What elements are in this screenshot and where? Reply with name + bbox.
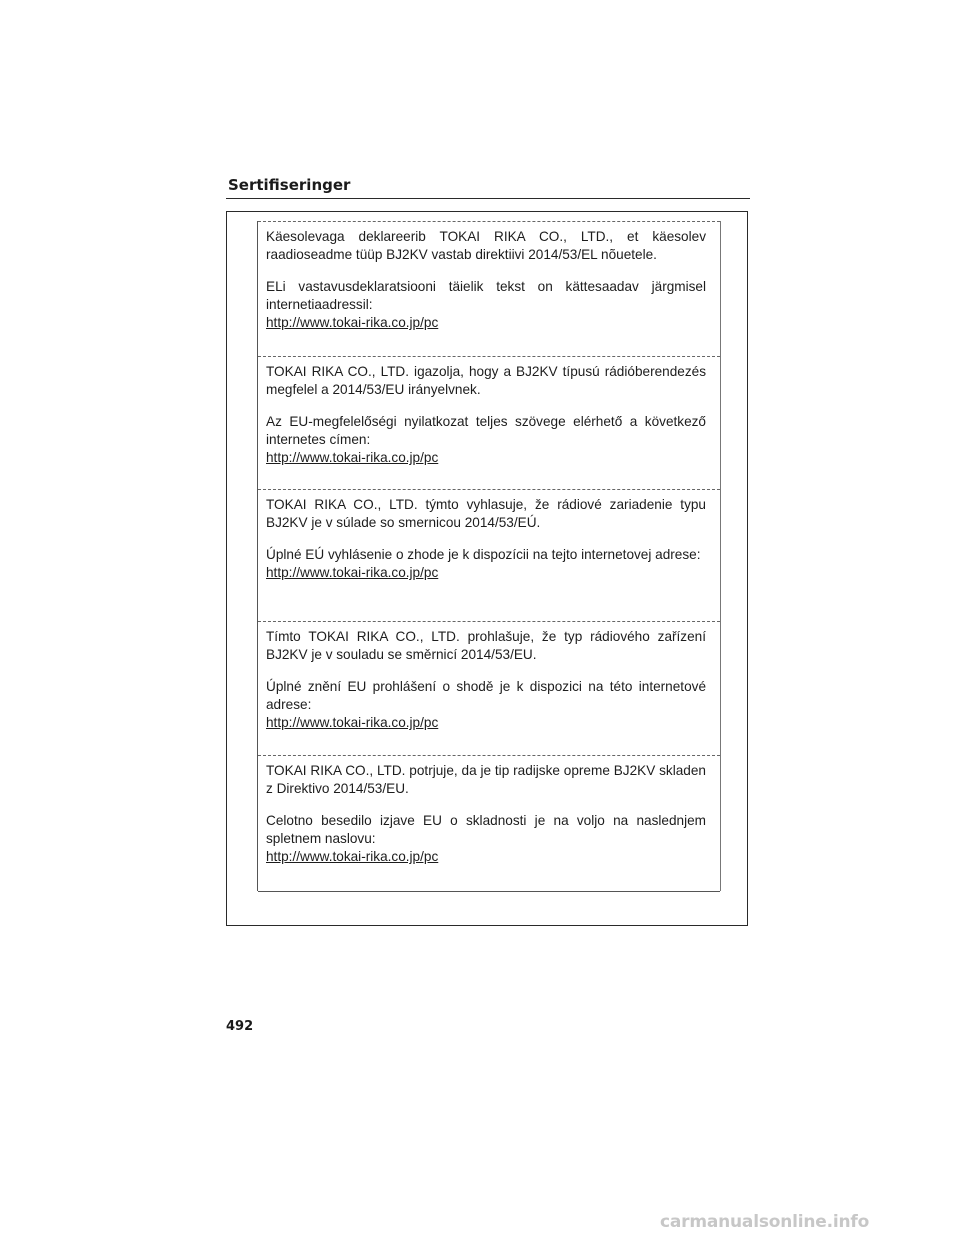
declaration-statement: TOKAI RIKA CO., LTD. potrjuje, da je tip radijske opreme BJ2KV skladen z Direktivo 2014/53/EU.	[266, 763, 706, 796]
declaration-url-link[interactable]: http://www.tokai-rika.co.jp/pc	[266, 315, 439, 330]
declaration-czech	[258, 621, 720, 732]
page-title: Sertifiseringer	[228, 176, 351, 194]
declaration-estonian	[258, 221, 720, 332]
declaration-hungarian	[258, 356, 720, 467]
declaration-statement: TOKAI RIKA CO., LTD. igazolja, hogy a BJ2KV típusú rádióberendezés megfelel a 2014/53/EU irányelvnek.	[266, 364, 706, 397]
watermark: carmanualsonline.info	[660, 1212, 870, 1232]
page-number: 492	[226, 1019, 254, 1034]
declaration-availability: Úplné EÚ vyhlásenie o zhode je k dispozícii na tejto internetovej adrese:	[266, 547, 701, 562]
declaration-availability: Úplné znění EU prohlášení o shodě je k dispozici na této internetové adrese:	[266, 679, 706, 712]
declaration-url-link[interactable]: http://www.tokai-rika.co.jp/pc	[266, 849, 439, 864]
header-divider	[226, 198, 750, 199]
declaration-availability: Celotno besedilo izjave EU o skladnosti je na voljo na naslednjem spletnem naslovu:	[266, 813, 706, 846]
scan-bottom-edge	[258, 891, 720, 892]
declaration-url-link[interactable]: http://www.tokai-rika.co.jp/pc	[266, 450, 439, 465]
declaration-availability: ELi vastavusdeklaratsiooni täielik tekst on kättesaadav järgmisel internetiaadressil:	[266, 279, 706, 312]
declaration-statement: Tímto TOKAI RIKA CO., LTD. prohlašuje, že typ rádiového zařízení BJ2KV je v souladu se směrnicí 2014/53/EU.	[266, 629, 706, 662]
declaration-url-link[interactable]: http://www.tokai-rika.co.jp/pc	[266, 715, 439, 730]
declaration-statement: Käesolevaga deklareerib TOKAI RIKA CO., LTD., et käesolev raadioseadme tüüp BJ2KV vastab direktiivi 2014/53/EL nõuetele.	[266, 229, 706, 262]
declaration-slovenian	[258, 755, 720, 866]
declaration-availability: Az EU-megfelelőségi nyilatkozat teljes szövege elérhető a következő internetes címen:	[266, 414, 706, 447]
declaration-url-link[interactable]: http://www.tokai-rika.co.jp/pc	[266, 565, 439, 580]
declaration-statement: TOKAI RIKA CO., LTD. týmto vyhlasuje, že rádiové zariadenie typu BJ2KV je v súlade so smernicou 2014/53/EÚ.	[266, 497, 706, 530]
scanned-declarations	[257, 221, 721, 891]
declaration-slovak	[258, 489, 720, 582]
